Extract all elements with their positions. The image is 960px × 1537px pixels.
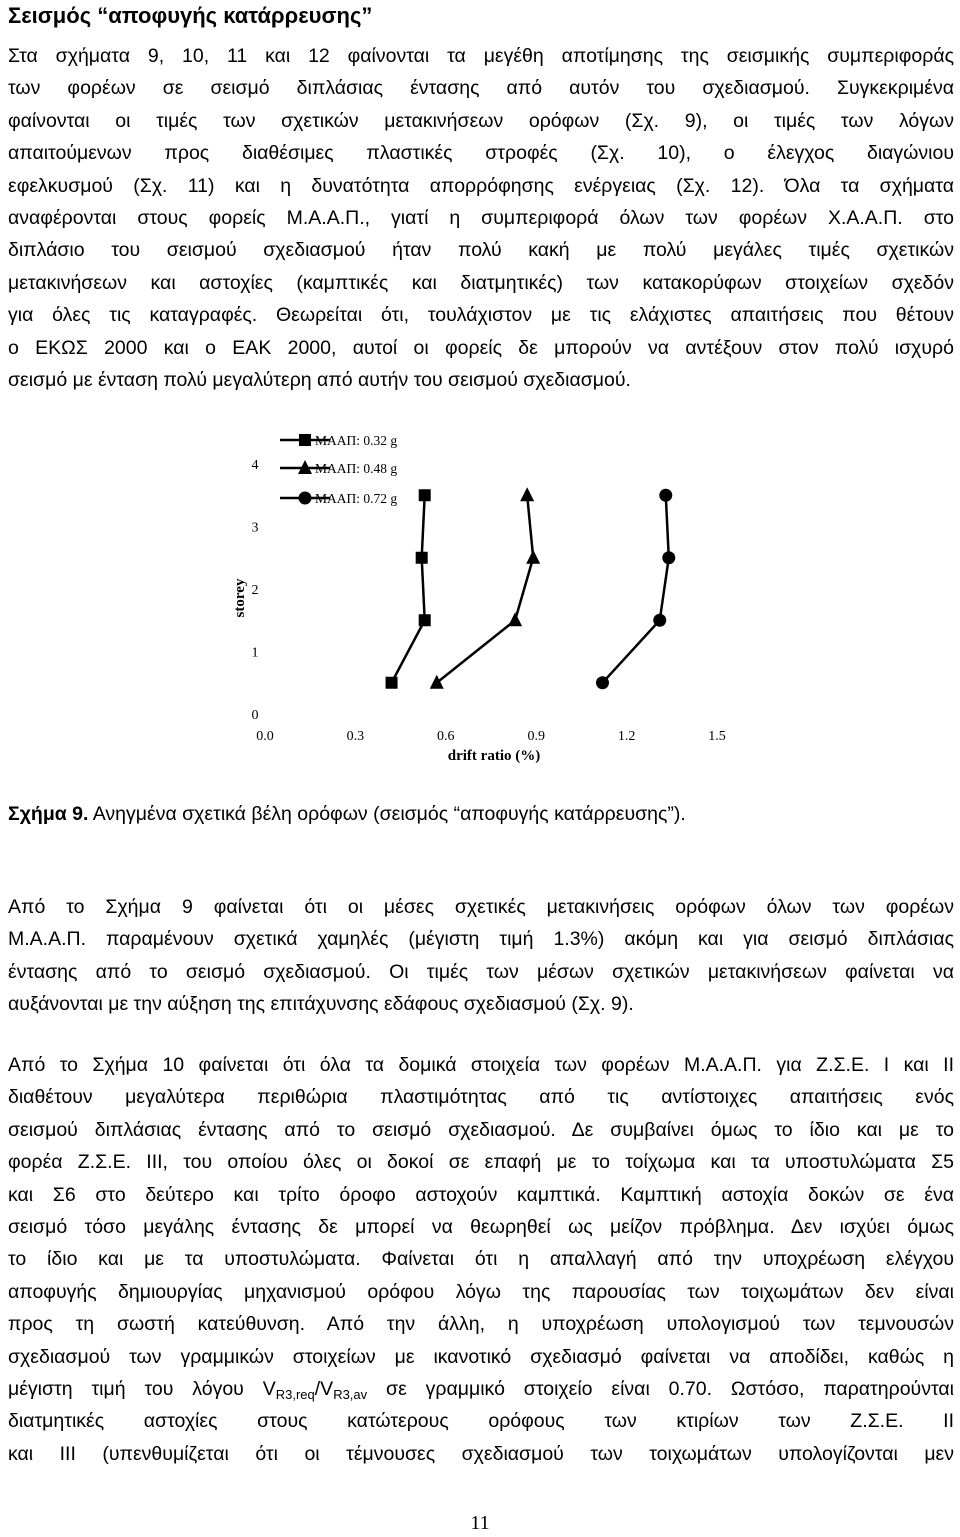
- y-tick-label: 2: [251, 583, 259, 598]
- text-line: Στα σχήματα 9, 10, 11 και 12 φαίνονται τα μεγέθη αποτίμησης της σεισμικής συμπεριφοράς: [8, 45, 954, 67]
- ratio-subscript-av: R3,av: [333, 1387, 368, 1403]
- data-point: [662, 551, 675, 564]
- text-line: αναφέρονται στους φορείς Μ.Α.Α.Π., γιατί η συμπεριφορά όλων των φορέων Χ.Α.Α.Π. στο: [8, 207, 954, 230]
- series-line: [392, 495, 425, 683]
- x-axis-label: drift ratio (%): [447, 748, 541, 764]
- text-line: σεισμό τόσο μεγάλης έντασης δε μπορεί να θεωρηθεί ως μείζον πρόβλημα. Δεν ισχύει όμως: [8, 1216, 954, 1239]
- figure-caption-text: Ανηγμένα σχετικά βέλη ορόφων (σεισμός “αποφυγής κατάρρευσης”).: [92, 803, 686, 825]
- ratio-line: [8, 1373, 954, 1405]
- text-line: το ίδιο και με τα υποστυλώματα. Φαίνεται ότι η απαλλαγή από την υποχρέωση ελέγχου: [8, 1248, 954, 1271]
- data-point: [596, 676, 609, 689]
- text-line: προς τη σωστή κατεύθυνση. Από την άλλη, η υποχρέωση υπολογισμού των τεμνουσών: [8, 1313, 954, 1336]
- text-line: διατμητικές αστοχίες στους κατώτερους ορόφους των κτιρίων των Ζ.Σ.Ε. ΙΙ: [8, 1410, 954, 1433]
- data-point: [520, 487, 534, 501]
- text-line: σεισμό με ένταση πολύ μεγαλύτερη από αυτήν του σεισμού σχεδιασμού.: [8, 369, 631, 392]
- x-tick-label: 0.9: [527, 729, 545, 744]
- data-point: [386, 677, 398, 689]
- text-line: των φορέων σε σεισμό διπλάσιας έντασης από αυτόν του σχεδιασμού. Συγκεκριμένα: [8, 77, 954, 100]
- plastic-rotation-paragraph: [8, 1049, 954, 1470]
- data-point: [508, 612, 522, 626]
- text-line: σχεδιασμού των γραμμικών στοιχείων με ικανοτικό σχεδιασμό φαίνεται να αποδίδει, καθώς η: [8, 1345, 954, 1368]
- legend-entry: ΜΑΑΠ: 0.32 g: [315, 433, 398, 448]
- y-tick-label: 1: [251, 645, 259, 661]
- text-line: και ΙΙΙ (υπενθυμίζεται ότι οι τέμνουσες σχεδιασμού των τοιχωμάτων υπολογίζονται μεν: [8, 1442, 954, 1465]
- intro-paragraph: [8, 40, 954, 396]
- legend-marker: [299, 492, 312, 505]
- data-point: [419, 489, 431, 501]
- text-line: διπλάσιο του σεισμού σχεδιασμού ήταν πολύ κακή με πολύ μεγάλες τιμές σχετικών: [8, 239, 954, 262]
- text-line: αποφυγής δημιουργίας μηχανισμού ορόφου λόγω της παρουσίας των τοιχωμάτων δεν είναι: [8, 1280, 954, 1303]
- text-line: σεισμού διπλάσιας έντασης από το σεισμό σχεδιασμού. Δε συμβαίνει όμως το ίδιο και με το: [8, 1118, 954, 1141]
- series-line: [437, 495, 533, 683]
- text-line: απαιτούμενων προς διαθέσιμες πλαστικές στροφές (Σχ. 10), ο έλεγχος διαγώνιου: [8, 142, 954, 165]
- y-tick-label: 3: [251, 520, 259, 536]
- text-line: φορέα Ζ.Σ.Ε. ΙΙΙ, του οποίου όλες οι δοκοί σε επαφή με το τοίχωμα και τα υποστυλώματα Σ5: [8, 1151, 954, 1174]
- x-tick-label: 1.5: [708, 729, 726, 744]
- x-tick-label: 1.2: [617, 729, 636, 744]
- legend-marker: [299, 434, 311, 446]
- data-point: [416, 552, 428, 564]
- figure-caption: [8, 798, 686, 830]
- text-line: μετακινήσεων και αστοχίες (καμπτικές και διατμητικές) των κατακορύφων στοιχείων σχεδόν: [8, 271, 954, 294]
- data-point: [659, 489, 672, 502]
- storey-drift-chart: [220, 420, 740, 770]
- x-tick-label: 0.0: [256, 729, 274, 744]
- text-line: εφελκυσμού (Σχ. 11) και η δυνατότητα απορρόφησης ενέργειας (Σχ. 12). Όλα τα σχήματα: [8, 174, 954, 197]
- figure-discussion-paragraph: [8, 891, 954, 1021]
- section-heading: Σεισμός “αποφυγής κατάρρευσης”: [8, 3, 373, 28]
- legend-entry: ΜΑΑΠ: 0.72 g: [315, 491, 398, 506]
- ratio-subscript-req: R3,req: [275, 1387, 315, 1403]
- x-tick-label: 0.6: [437, 729, 455, 744]
- data-point: [430, 675, 444, 689]
- y-tick-label: 0: [251, 708, 259, 723]
- y-axis-label: storey: [232, 578, 248, 618]
- ratio-text-before: μέγιστη τιμή του λόγου V: [8, 1378, 276, 1401]
- ratio-slash: /V: [314, 1378, 334, 1401]
- series-line: [602, 495, 668, 683]
- text-line: και Σ6 στο δεύτερο και τρίτο όροφο αστοχούν καμπτικά. Καμπτική αστοχία δοκών σε ένα: [8, 1183, 954, 1206]
- text-line: Από το Σχήμα 9 φαίνεται ότι οι μέσες σχετικές μετακινήσεις ορόφων όλων των φορέων: [8, 896, 954, 918]
- data-point: [653, 614, 666, 627]
- legend-entry: ΜΑΑΠ: 0.48 g: [315, 461, 398, 476]
- ratio-text-after: σε γραμμικό στοιχείο είναι 0.70. Ωστόσο, παρατηρούνται: [367, 1378, 954, 1401]
- figure-caption-label: Σχήμα 9.: [8, 803, 89, 825]
- text-line: Μ.Α.Α.Π. παραμένουν σχετικά χαμηλές (μέγιστη τιμή 1.3%) ακόμη και για σεισμό διπλάσιας: [8, 928, 954, 951]
- x-tick-label: 0.3: [346, 729, 365, 744]
- text-line: Από το Σχήμα 10 φαίνεται ότι όλα τα δομικά στοιχεία των φορέων Μ.Α.Α.Π. για Ζ.Σ.Ε. Ι και ΙΙ: [8, 1054, 954, 1076]
- y-tick-label: 4: [251, 458, 259, 473]
- text-line: ο ΕΚΩΣ 2000 και ο ΕΑΚ 2000, αυτοί οι φορείς δε μπορούν να αντέξουν στον πολύ ισχυρό: [8, 336, 954, 359]
- page-number: 11: [470, 1512, 490, 1534]
- text-line: διαθέτουν μεγαλύτερα περιθώρια πλαστιμότητας από τις αντίστοιχες απαιτήσεις ενός: [8, 1086, 954, 1109]
- chart-svg: [220, 420, 740, 770]
- text-line: αυξάνονται με την αύξηση της επιτάχυνσης εδάφους σχεδιασμού (Σχ. 9).: [8, 993, 634, 1016]
- text-line: φαίνονται οι τιμές των σχετικών μετακινήσεων ορόφων (Σχ. 9), οι τιμές των λόγων: [8, 109, 954, 132]
- data-point: [526, 550, 540, 564]
- text-line: έντασης από το σεισμό σχεδιασμού. Οι τιμές των μέσων σχετικών μετακινήσεων φαίνεται να: [8, 960, 954, 983]
- text-line: για όλες τις καταγραφές. Θεωρείται ότι, τουλάχιστον με τις ελάχιστες απαιτήσεις που θέτουν: [8, 304, 954, 327]
- data-point: [419, 614, 431, 626]
